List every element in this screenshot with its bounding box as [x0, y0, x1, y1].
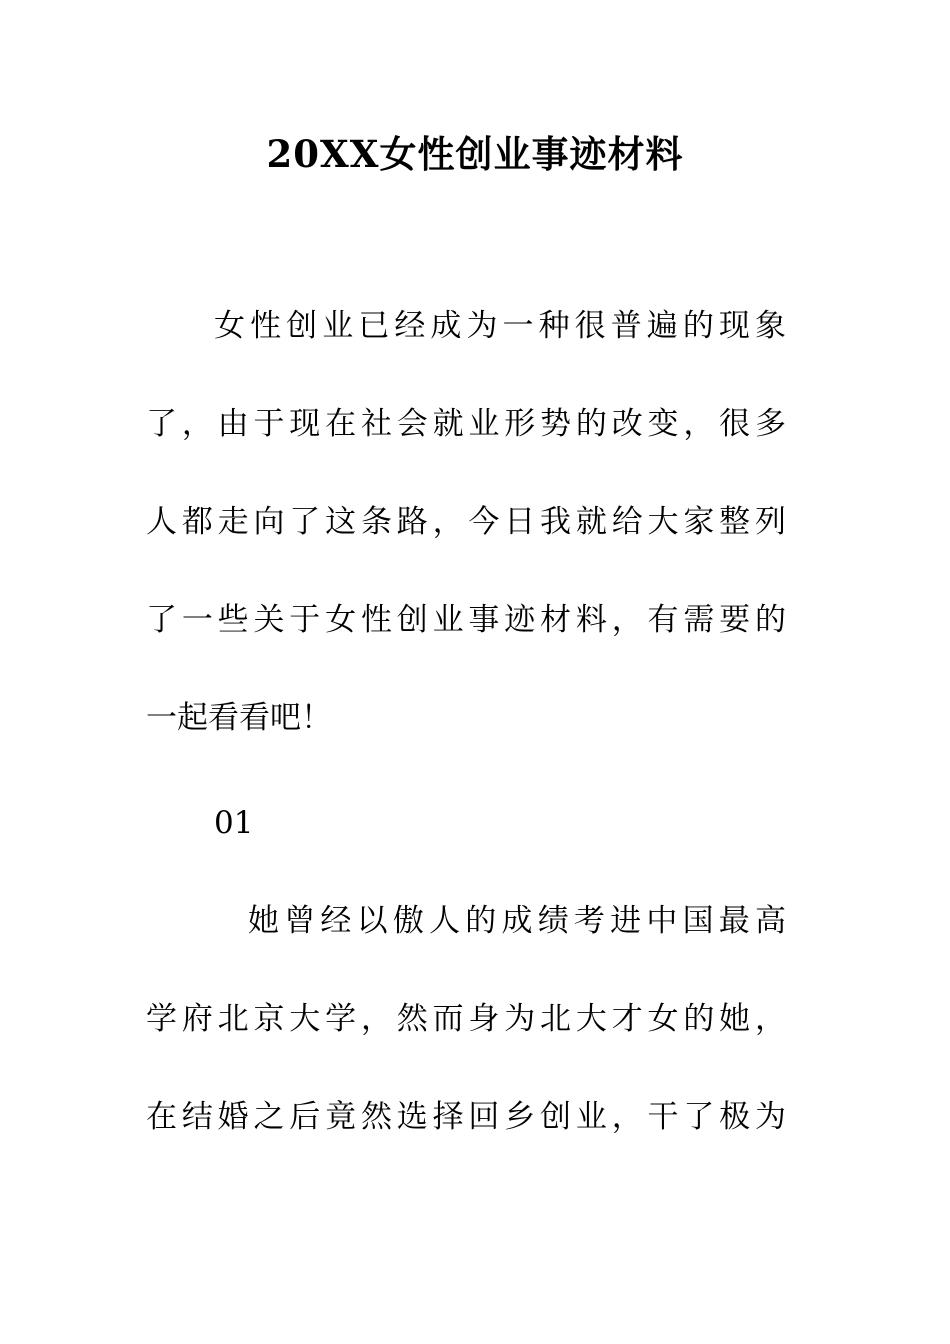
paragraph-line-8: 在结婚之后竟然选择回乡创业，干了极为: [146, 1099, 786, 1135]
paragraph-line-6: 她曾经以傲人的成绩考进中国最高: [248, 903, 786, 939]
paragraph-line-2: 了，由于现在社会就业形势的改变，很多: [146, 406, 786, 442]
document-title: 20XX女性创业事迹材料: [266, 132, 684, 176]
paragraph-line-7: 学府北京大学，然而身为北大才女的她，: [146, 1001, 786, 1037]
paragraph-line-5: 一起看看吧！: [146, 700, 332, 736]
paragraph-line-1: 女性创业已经成为一种很普遍的现象: [214, 308, 786, 344]
paragraph-line-3: 人都走向了这条路，今日我就给大家整列: [146, 504, 786, 540]
paragraph-line-4: 了一些关于女性创业事迹材料，有需要的: [146, 602, 786, 638]
section-number: 01: [214, 805, 254, 841]
